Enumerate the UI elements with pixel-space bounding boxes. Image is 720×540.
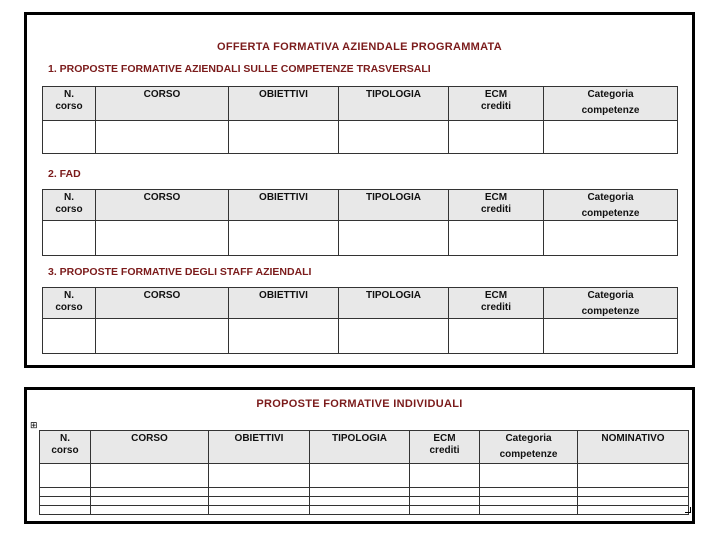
col-n-corso: N. corso	[40, 431, 91, 464]
table-cell[interactable]	[43, 121, 96, 154]
col-nominativo: NOMINATIVO	[578, 431, 689, 464]
table-cell[interactable]	[449, 121, 544, 154]
table-cell[interactable]	[544, 319, 678, 354]
table-cell[interactable]	[91, 497, 209, 506]
col-tipologia: TIPOLOGIA	[310, 431, 410, 464]
col-tipologia: TIPOLOGIA	[339, 87, 449, 121]
table-cell[interactable]	[339, 121, 449, 154]
table-cell[interactable]	[209, 506, 310, 515]
table-individual	[39, 430, 689, 515]
table-cell[interactable]	[449, 319, 544, 354]
table-cell[interactable]	[480, 506, 578, 515]
table-cell[interactable]	[209, 488, 310, 497]
table-cell[interactable]	[310, 488, 410, 497]
table-row	[43, 121, 678, 154]
col-obiettivi: OBIETTIVI	[229, 87, 339, 121]
col-tipologia: TIPOLOGIA	[339, 190, 449, 221]
col-ecm: ECM crediti	[410, 431, 480, 464]
col-tipologia: TIPOLOGIA	[339, 288, 449, 319]
table-cell[interactable]	[310, 464, 410, 488]
table-cell[interactable]	[578, 506, 689, 515]
col-categoria: Categoria competenze	[544, 87, 678, 121]
table-cell[interactable]	[96, 319, 229, 354]
table-cell[interactable]	[578, 464, 689, 488]
table-cell[interactable]	[229, 319, 339, 354]
move-handle-icon[interactable]: ⊞	[30, 420, 38, 430]
table-cell[interactable]	[410, 488, 480, 497]
col-n-corso: N. corso	[43, 288, 96, 319]
table-cell[interactable]	[91, 464, 209, 488]
table-cell[interactable]	[544, 221, 678, 256]
table-cell[interactable]	[96, 221, 229, 256]
table-cell[interactable]	[43, 319, 96, 354]
programmed-offer-panel	[24, 12, 695, 368]
col-corso: CORSO	[96, 288, 229, 319]
table-cell[interactable]	[480, 488, 578, 497]
col-ecm: ECM crediti	[449, 288, 544, 319]
panel-title: OFFERTA FORMATIVA AZIENDALE PROGRAMMATA	[216, 41, 503, 53]
col-corso: CORSO	[96, 190, 229, 221]
table-cell[interactable]	[410, 497, 480, 506]
table-row	[43, 319, 678, 354]
individual-proposals-panel	[24, 387, 695, 524]
table-cell[interactable]	[40, 464, 91, 488]
table-cell[interactable]	[449, 221, 544, 256]
col-corso: CORSO	[91, 431, 209, 464]
table-cell[interactable]	[480, 464, 578, 488]
col-obiettivi: OBIETTIVI	[209, 431, 310, 464]
table-cell[interactable]	[229, 121, 339, 154]
col-obiettivi: OBIETTIVI	[229, 190, 339, 221]
table-row	[40, 497, 689, 506]
table-cell[interactable]	[339, 319, 449, 354]
section-heading-staff: 3. PROPOSTE FORMATIVE DEGLI STAFF AZIENDALI	[48, 266, 312, 278]
col-n-corso: N. corso	[43, 87, 96, 121]
table-cell[interactable]	[91, 488, 209, 497]
table-cell[interactable]	[410, 464, 480, 488]
table-row	[43, 221, 678, 256]
col-n-corso: N. corso	[43, 190, 96, 221]
col-categoria: Categoria competenze	[480, 431, 578, 464]
table-row	[40, 506, 689, 515]
table-cell[interactable]	[339, 221, 449, 256]
table-cell[interactable]	[544, 121, 678, 154]
table-row	[40, 464, 689, 488]
table-cell[interactable]	[209, 464, 310, 488]
table-cell[interactable]	[43, 221, 96, 256]
section-heading-transversal: 1. PROPOSTE FORMATIVE AZIENDALI SULLE COMPETENZE TRASVERSALI	[48, 63, 431, 75]
section-heading-fad: 2. FAD	[48, 168, 81, 180]
table-cell[interactable]	[310, 497, 410, 506]
col-ecm: ECM crediti	[449, 190, 544, 221]
table-staff	[42, 287, 678, 354]
table-fad	[42, 189, 678, 256]
table-cell[interactable]	[40, 488, 91, 497]
resize-handle-icon[interactable]	[685, 507, 691, 513]
panel-title: PROPOSTE FORMATIVE INDIVIDUALI	[256, 398, 463, 410]
table-cell[interactable]	[578, 497, 689, 506]
table-cell[interactable]	[209, 497, 310, 506]
table-cell[interactable]	[91, 506, 209, 515]
table-cell[interactable]	[410, 506, 480, 515]
col-categoria: Categoria competenze	[544, 288, 678, 319]
table-transversal	[42, 86, 678, 154]
col-corso: CORSO	[96, 87, 229, 121]
table-cell[interactable]	[40, 497, 91, 506]
table-row	[40, 488, 689, 497]
table-cell[interactable]	[40, 506, 91, 515]
col-ecm: ECM crediti	[449, 87, 544, 121]
col-obiettivi: OBIETTIVI	[229, 288, 339, 319]
table-cell[interactable]	[96, 121, 229, 154]
col-categoria: Categoria competenze	[544, 190, 678, 221]
table-cell[interactable]	[578, 488, 689, 497]
table-cell[interactable]	[229, 221, 339, 256]
table-cell[interactable]	[480, 497, 578, 506]
table-cell[interactable]	[310, 506, 410, 515]
